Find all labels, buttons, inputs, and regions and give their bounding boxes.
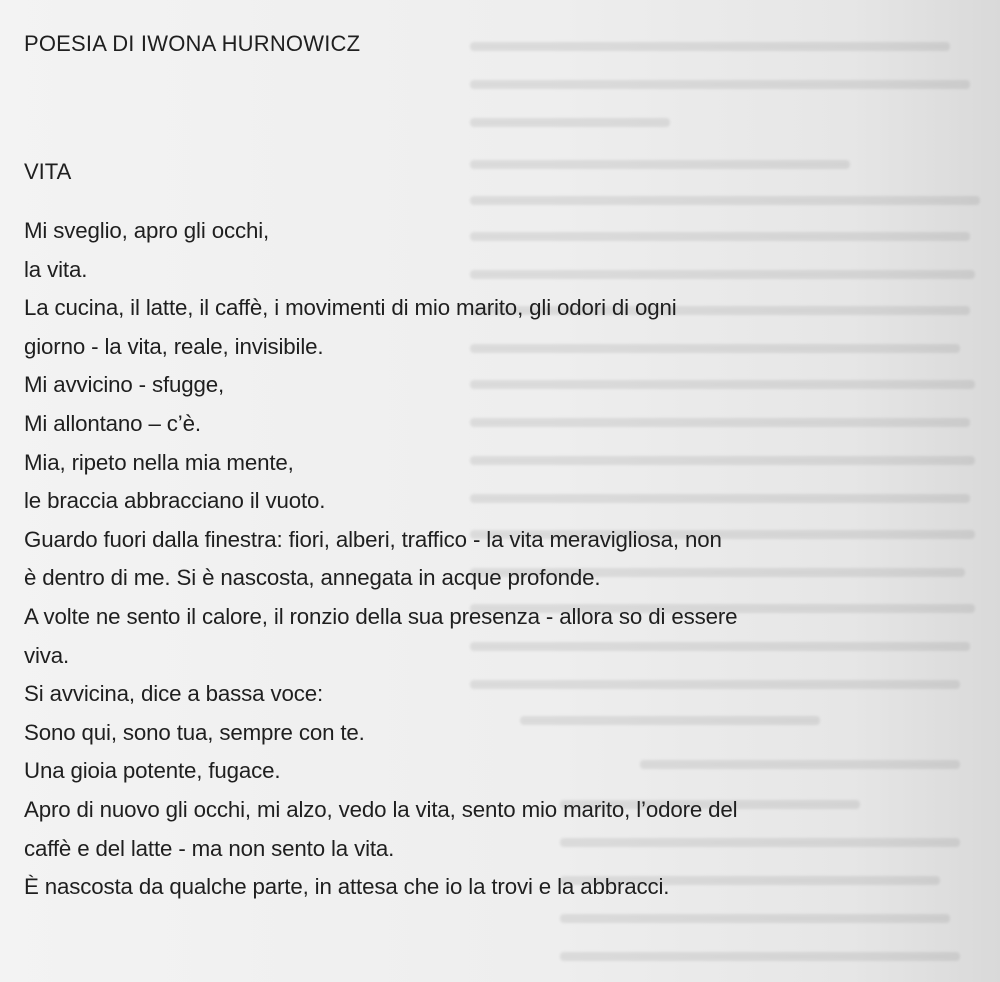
poem-line: Guardo fuori dalla finestra: fiori, alberi, traffico - la vita meravigliosa, non	[24, 526, 722, 552]
poem-line: le braccia abbracciano il vuoto.	[24, 488, 326, 514]
poem-title: VITA	[24, 159, 72, 184]
poem-line: Mi avvicino - sfugge,	[24, 372, 225, 398]
poem-line: caffè e del latte - ma non sento la vita.	[24, 835, 395, 861]
poem-line: è dentro di me. Si è nascosta, annegata in acque profonde.	[24, 565, 601, 591]
poem-line: Si avvicina, dice a bassa voce:	[24, 681, 323, 707]
poem-body	[24, 212, 984, 907]
poem-line: Mia, ripeto nella mia mente,	[24, 449, 294, 475]
poem-line: giorno - la vita, reale, invisibile.	[24, 333, 324, 359]
poem-line: la vita.	[24, 256, 88, 282]
poem-line: Apro di nuovo gli occhi, mi alzo, vedo la vita, sento mio marito, l’odore del	[24, 796, 738, 822]
poem-line: La cucina, il latte, il caffè, i movimenti di mio marito, gli odori di ogni	[24, 295, 677, 321]
poem-line: viva.	[24, 642, 70, 668]
poem-line: Mi allontano – c’è.	[24, 410, 201, 436]
poem-content	[24, 26, 984, 907]
poem-line: A volte ne sento il calore, il ronzio della sua presenza - allora so di essere	[24, 603, 738, 629]
page-heading: POESIA DI IWONA HURNOWICZ	[24, 31, 361, 56]
poem-line: È nascosta da qualche parte, in attesa che io la trovi e la abbracci.	[24, 874, 670, 900]
poem-line: Mi sveglio, apro gli occhi,	[24, 218, 270, 243]
poem-line: Una gioia potente, fugace.	[24, 758, 281, 784]
poem-line: Sono qui, sono tua, sempre con te.	[24, 719, 365, 745]
